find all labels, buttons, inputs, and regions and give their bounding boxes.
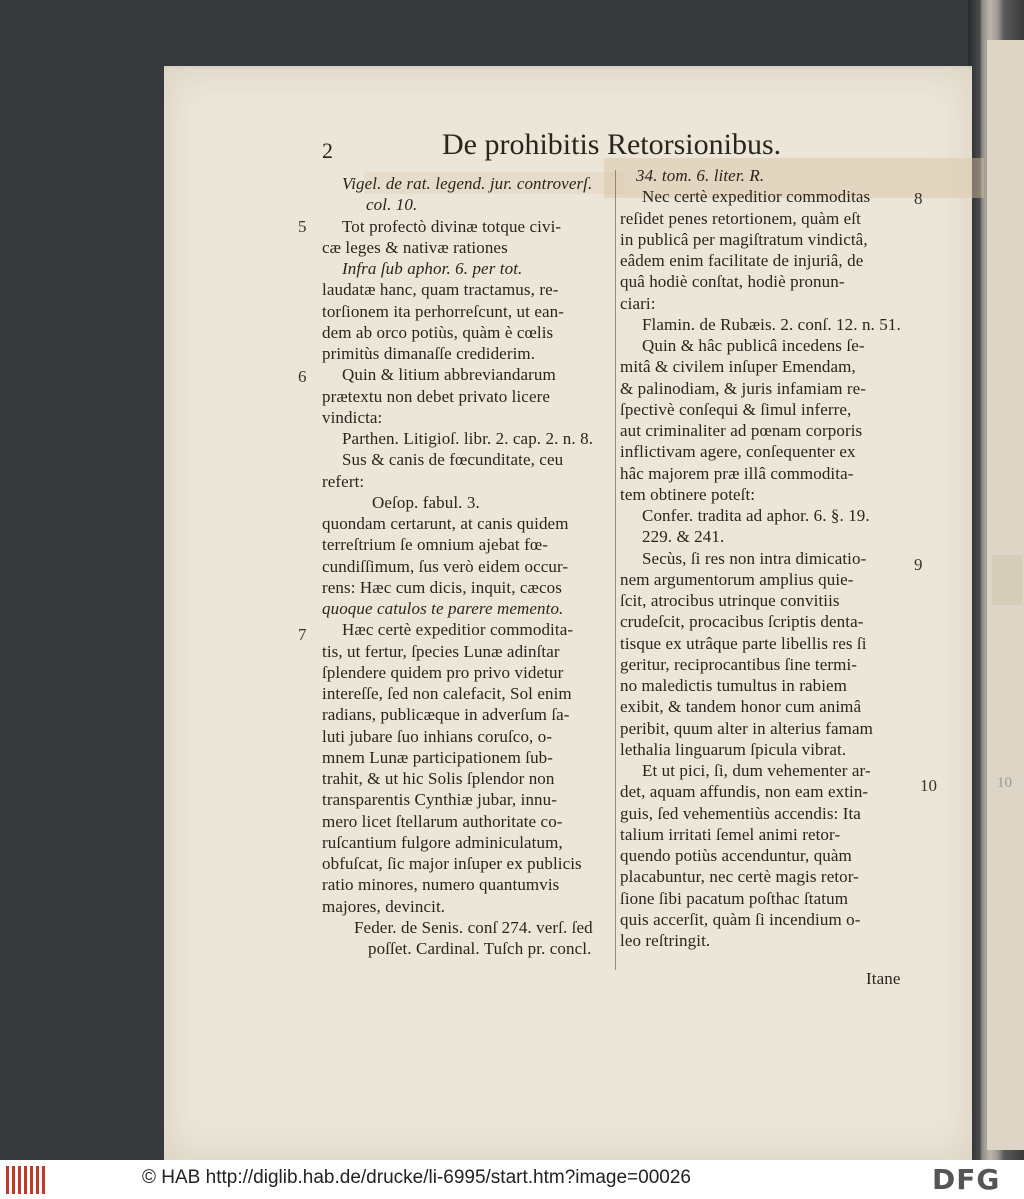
text-line: vindicta: xyxy=(322,407,383,427)
text-line: prætextu non debet privato licere xyxy=(322,386,551,406)
margin-number: 10 xyxy=(920,776,937,795)
text-line: aut criminaliter ad pœnam corporis xyxy=(620,421,863,440)
margin-number: 9 xyxy=(914,555,923,574)
text-line: Oeſop. fabul. 3. xyxy=(372,492,480,512)
text-line: ſplendere quidem pro privo videtur xyxy=(322,662,564,682)
text-line: poſſet. Cardinal. Tuſch pr. concl. xyxy=(368,939,592,958)
text-line: laudatæ hanc, quam tractamus, re- xyxy=(322,280,559,300)
facing-page-number: 10 xyxy=(997,775,1012,791)
margin-number: 5 xyxy=(298,217,307,236)
text-line: ruſcantium fulgore adminiculatum, xyxy=(322,832,563,852)
text-line: eâdem enim facilitate de injuriâ, de xyxy=(620,251,864,270)
text-line: ſpectivè conſequi & ſimul inferre, xyxy=(620,399,852,419)
text-line: intereſſe, ſed non calefacit, Sol enim xyxy=(322,684,572,703)
page-number: 2 xyxy=(322,138,333,163)
text-line: quâ hodiè conſtat, hodiè pronun- xyxy=(620,272,845,292)
text-line: luti jubare ſuo inhians coruſco, o- xyxy=(322,726,553,746)
text-line: Flamin. de Rubæis. 2. conſ. 12. n. 51. xyxy=(642,314,901,334)
text-line: quondam certarunt, at canis quidem xyxy=(322,514,569,533)
text-line: placabuntur, nec certè magis retor- xyxy=(620,867,859,887)
text-line: rens: Hæc cum dicis, inquit, cæcos xyxy=(322,577,562,597)
text-line: col. 10. xyxy=(366,195,418,215)
margin-number: 8 xyxy=(914,189,923,208)
text-line: trahit, & ut hic Solis ſplendor non xyxy=(322,769,555,788)
text-line: Confer. tradita ad aphor. 6. §. 19. xyxy=(642,506,870,525)
text-line: ſcit, atrocibus utrinque convitiis xyxy=(620,591,840,610)
text-line: quendo potiùs accenduntur, quàm xyxy=(620,846,852,865)
running-title: De prohibitis Retorsionibus. xyxy=(442,128,782,161)
text-line: Tot profectò divinæ totque civi- xyxy=(342,216,562,236)
text-line: refert: xyxy=(322,471,365,491)
text-line: ratio minores, numero quantumvis xyxy=(322,875,560,895)
text-line: quis accerſit, quàm ſi incendium o- xyxy=(620,909,861,929)
text-line: & palinodiam, & juris infamiam re- xyxy=(620,378,867,398)
text-line: reſidet penes retortionem, quàm eſt xyxy=(620,208,861,228)
text-line: Hæc certè expeditior commodita- xyxy=(342,620,574,640)
copyright-link[interactable]: © HAB http://diglib.hab.de/drucke/li-6995/start.htm?image=00026 xyxy=(142,1167,691,1188)
text-line: Feder. de Senis. conſ 274. verſ. ſed xyxy=(354,917,593,937)
text-line: dem ab orco potiùs, quàm è cœlis xyxy=(322,322,554,342)
text-line: Infra ſub aphor. 6. per tot. xyxy=(342,259,523,278)
margin-number: 6 xyxy=(298,367,307,386)
catchword: Itane xyxy=(866,969,901,988)
text-line: Sus & canis de fœcunditate, ceu xyxy=(342,450,564,470)
text-line: tem obtinere poteſt: xyxy=(620,484,756,504)
text-line: Et ut pici, ſi, dum vehementer ar- xyxy=(642,761,871,780)
column-rule xyxy=(615,170,616,970)
text-line: transparentis Cynthiæ jubar, innu- xyxy=(322,790,558,810)
text-line: talium irritati ſemel animi retor- xyxy=(620,824,841,844)
dfg-logo: DFG xyxy=(932,1163,1001,1196)
margin-number: 7 xyxy=(298,625,307,644)
text-line: exibit, & tandem honor cum animâ xyxy=(620,697,862,717)
text-line: Quin & litium abbreviandarum xyxy=(342,365,556,385)
hab-logo-icon xyxy=(6,1166,46,1194)
text-line: no maledictis tumultus in rabiem xyxy=(620,676,847,695)
text-line: det, aquam affundis, non eam extin- xyxy=(620,782,869,802)
text-line: torſionem ita perhorreſcunt, ut ean- xyxy=(322,301,564,321)
text-line: mnem Lunæ participationem ſub- xyxy=(322,747,554,767)
text-line: radians, publicæque in adverſum ſa- xyxy=(322,705,570,725)
text-line: 34. tom. 6. liter. R. xyxy=(636,166,765,185)
text-line: cundiſſimum, ſus verò eidem occur- xyxy=(322,556,569,576)
facing-page-marker xyxy=(992,555,1022,605)
text-line: geritur, reciprocantibus ſine termi- xyxy=(620,654,858,674)
text-line: Secùs, ſi res non intra dimicatio- xyxy=(642,548,867,568)
text-line: in publicâ per magiſtratum vindictâ, xyxy=(620,229,868,249)
text-line: Quin & hâc publicâ incedens ſe- xyxy=(642,336,865,355)
text-line: tisque ex utrâque parte libellis res ſi xyxy=(620,633,867,653)
text-line: mero licet ſtellarum authoritate co- xyxy=(322,811,563,831)
text-line: hâc majorem præ illâ commodita- xyxy=(620,463,854,483)
text-line: inflictivam agere, conſequenter ex xyxy=(620,442,856,462)
text-line: primitùs dimanaſſe crediderim. xyxy=(322,344,536,363)
text-line: Parthen. Litigioſ. libr. 2. cap. 2. n. 8. xyxy=(342,429,594,448)
text-line: ſione ſibi pacatum poſthac ſtatum xyxy=(620,888,849,908)
text-line: lethalia linguarum ſpicula vibrat. xyxy=(620,739,847,759)
text-line: peribit, quum alter in alterius famam xyxy=(620,718,873,738)
text-line: Vigel. de rat. legend. jur. controverſ. xyxy=(342,174,593,193)
text-line: guis, ſed vehementiùs accendis: Ita xyxy=(620,803,861,823)
text-line: terreſtrium ſe omnium ajebat fœ- xyxy=(322,535,549,555)
text-line: Nec certè expeditior commoditas xyxy=(642,187,871,207)
text-line: crudeſcit, procacibus ſcriptis denta- xyxy=(620,612,864,632)
text-line: quoque catulos te parere memento. xyxy=(322,599,564,618)
text-line: 229. & 241. xyxy=(642,527,725,547)
text-line: tis, ut fertur, ſpecies Lunæ adinſtar xyxy=(322,641,560,661)
text-line: obfuſcat, ſic major inſuper ex publicis xyxy=(322,854,582,873)
text-line: leo reſtringit. xyxy=(620,931,711,950)
text-line: nem argumentorum amplius quie- xyxy=(620,569,854,589)
text-line: majores, devincit. xyxy=(322,896,446,916)
text-line: ciari: xyxy=(620,293,656,313)
text-line: mitâ & civilem inſuper Emendam, xyxy=(620,357,856,377)
text-line: cæ leges & nativæ rationes xyxy=(322,237,508,257)
